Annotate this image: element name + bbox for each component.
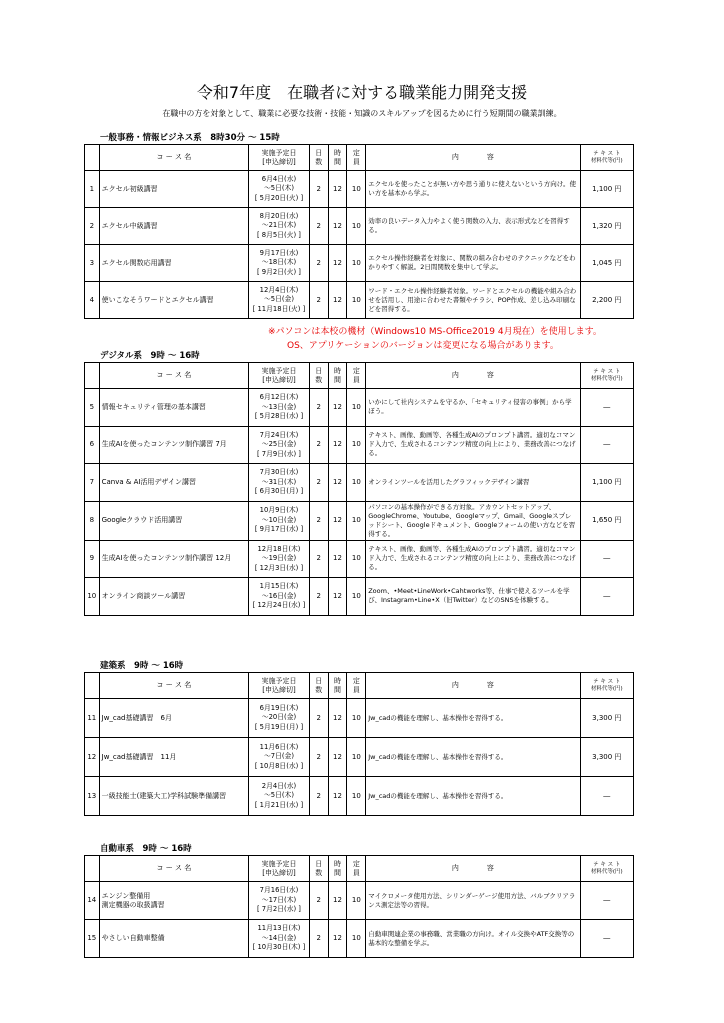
header-capacity: 定員 <box>347 145 366 171</box>
header-course: コ ー ス 名 <box>99 145 249 171</box>
course-name: Googleクラウド活用講習 <box>99 501 249 540</box>
course-number: 12 <box>85 738 100 777</box>
header-schedule-line2: [申込締切] <box>262 685 296 694</box>
header-text-fee <box>580 856 633 882</box>
course-dates: 6月12日(木) ～13日(金) [ 5月28日(水) ] <box>249 389 310 427</box>
course-capacity: 10 <box>347 208 366 245</box>
section-heading-digital: デジタル系 9時 ～ 16時 <box>100 351 200 361</box>
table-row <box>85 699 634 738</box>
header-text-line1: テ キ ス ト <box>593 678 621 685</box>
course-number: 8 <box>85 501 100 540</box>
course-hours: 12 <box>328 208 347 245</box>
course-content: マイクロメータ使用方法、シリンダーゲージ使用方法、バルブクリアランス測定法等の習得。 <box>366 882 580 920</box>
header-course: コ ー ス 名 <box>99 363 249 389</box>
course-number: 2 <box>85 208 100 245</box>
header-days: 日数 <box>309 145 328 171</box>
table-row <box>85 501 634 540</box>
course-number: 7 <box>85 464 100 502</box>
header-hours: 時間 <box>328 856 347 882</box>
header-days: 日数 <box>309 673 328 699</box>
course-name: やさしい自動車整備 <box>99 920 249 958</box>
course-text-fee: 1,650 円 <box>580 501 633 540</box>
course-capacity: 10 <box>347 540 366 578</box>
course-dates: 11月6日(木) ～7日(金) [ 10月8日(水) ] <box>249 738 310 777</box>
course-capacity: 10 <box>347 464 366 502</box>
course-dates: 7月24日(木) ～25日(金) [ 7月9日(水) ] <box>249 426 310 464</box>
course-dates: 7月16日(水) ～17日(木) [ 7月2日(水) ] <box>249 882 310 920</box>
course-table-office <box>84 144 634 319</box>
course-hours: 12 <box>328 464 347 502</box>
course-content: エクセル操作経験者を対象に、関数の組み合わせのテクニックなどをわかりやすく解説。2日間関数を集中して学ぶ。 <box>366 245 580 282</box>
course-days: 2 <box>309 920 328 958</box>
course-content: テキスト、画像、動画等、各種生成AIのプロンプト講習。適切なコマンド入力で、生成されるコンテンツ精度の向上により、業務改善につなげる。 <box>366 426 580 464</box>
course-dates: 11月13日(木) ～14日(金) [ 10月30日(木) ] <box>249 920 310 958</box>
table-row <box>85 426 634 464</box>
header-hours: 時間 <box>328 363 347 389</box>
course-hours: 12 <box>328 777 347 816</box>
course-capacity: 10 <box>347 245 366 282</box>
course-number: 6 <box>85 426 100 464</box>
course-dates: 6月19日(木) ～20日(金) [ 5月19日(月) ] <box>249 699 310 738</box>
course-capacity: 10 <box>347 501 366 540</box>
course-content: Zoom、•Meet•LineWork•Cahtworks等、仕事で使えるツールを学び、Instagram•Line•X（旧Twitter）などのSNSを体験する。 <box>366 578 580 616</box>
notice-line-2: OS、アプリケーションのバージョンは変更になる場合があります。 <box>287 341 559 351</box>
course-hours: 12 <box>328 882 347 920</box>
course-text-fee: ― <box>580 426 633 464</box>
course-text-fee: 1,045 円 <box>580 245 633 282</box>
course-days: 2 <box>309 464 328 502</box>
course-name: Jw_cad基礎講習 6月 <box>99 699 249 738</box>
course-text-fee: 1,100 円 <box>580 464 633 502</box>
course-name: Canva & AI活用デザイン講習 <box>99 464 249 502</box>
header-text-line2: 材料代等(円) <box>590 868 623 875</box>
course-days: 2 <box>309 245 328 282</box>
header-text-fee <box>580 145 633 171</box>
course-hours: 12 <box>328 578 347 616</box>
course-dates: 2月4日(水) ～5日(木) [ 1月21日(水) ] <box>249 777 310 816</box>
header-schedule <box>249 856 310 882</box>
course-text-fee: ― <box>580 578 633 616</box>
header-schedule-line2: [申込締切] <box>262 157 296 166</box>
course-days: 2 <box>309 426 328 464</box>
course-text-fee: 1,320 円 <box>580 208 633 245</box>
course-text-fee: ― <box>580 920 633 958</box>
section-heading-office: 一般事務・情報ビジネス系 8時30分 ～ 15時 <box>100 133 280 143</box>
course-content: テキスト、画像、動画等、各種生成AIのプロンプト講習。適切なコマンド入力で、生成されるコンテンツ精度の向上により、業務改善につなげる。 <box>366 540 580 578</box>
course-number: 3 <box>85 245 100 282</box>
notice-line-1: ※パソコンは本校の機材（Windows10 MS-Office2019 4月現在）を使用します。 <box>268 327 602 337</box>
table-row <box>85 389 634 427</box>
course-content: いかにして社内システムを守るか、「セキュリティ侵害の事例」から学ぼう。 <box>366 389 580 427</box>
course-text-fee: ― <box>580 389 633 427</box>
course-capacity: 10 <box>347 777 366 816</box>
table-row <box>85 464 634 502</box>
course-table-digital <box>84 362 634 616</box>
table-row <box>85 540 634 578</box>
header-no <box>85 856 100 882</box>
course-text-fee: ― <box>580 777 633 816</box>
course-content: エクセルを使ったことが無い方や思う通りに使えないという方向け。使い方を基本から学ぶ。 <box>366 171 580 208</box>
header-course: コ ー ス 名 <box>99 856 249 882</box>
course-hours: 12 <box>328 738 347 777</box>
table-header-row <box>85 363 634 389</box>
section-heading-architecture: 建築系 9時 ～ 16時 <box>100 661 184 671</box>
course-days: 2 <box>309 777 328 816</box>
course-table-architecture <box>84 672 634 816</box>
header-text-fee <box>580 363 633 389</box>
header-days: 日数 <box>309 856 328 882</box>
header-text-line2: 材料代等(円) <box>590 157 623 164</box>
course-content: ワード・エクセル操作経験者対象。ワードとエクセルの機能や組み合わせを活用し、用途に合わせた書類やチラシ、POP作成、差し込み印刷などを習得する。 <box>366 282 580 319</box>
course-dates: 10月9日(木) ～10日(金) [ 9月17日(水) ] <box>249 501 310 540</box>
page-subtitle: 在職中の方を対象として、職業に必要な技術・技能・知識のスキルアップを図るために行う短期間の職業訓練。 <box>162 109 562 118</box>
header-capacity: 定員 <box>347 363 366 389</box>
course-text-fee: 3,300 円 <box>580 738 633 777</box>
course-days: 2 <box>309 171 328 208</box>
course-hours: 12 <box>328 282 347 319</box>
course-number: 13 <box>85 777 100 816</box>
course-days: 2 <box>309 389 328 427</box>
course-hours: 12 <box>328 171 347 208</box>
course-capacity: 10 <box>347 282 366 319</box>
course-number: 14 <box>85 882 100 920</box>
course-content: パソコンの基本操作ができる方対象。アカウントセットアップ、GoogleChrome、Youtube、Googleマップ、Gmail、Googleスプレッドシート、Googleドキュメント、Googleフォームの使い方などを習得する。 <box>366 501 580 540</box>
course-name: エクセル初級講習 <box>99 171 249 208</box>
course-capacity: 10 <box>347 578 366 616</box>
course-hours: 12 <box>328 245 347 282</box>
course-days: 2 <box>309 540 328 578</box>
course-number: 10 <box>85 578 100 616</box>
course-number: 11 <box>85 699 100 738</box>
header-schedule <box>249 145 310 171</box>
header-text-fee <box>580 673 633 699</box>
course-dates: 12月18日(木) ～19日(金) [ 12月3日(水) ] <box>249 540 310 578</box>
course-name: 使いこなそうワードとエクセル講習 <box>99 282 249 319</box>
course-hours: 12 <box>328 389 347 427</box>
table-row <box>85 171 634 208</box>
header-schedule-line1: 実施予定日 <box>261 859 297 868</box>
header-course: コ ー ス 名 <box>99 673 249 699</box>
course-hours: 12 <box>328 920 347 958</box>
pc-notice <box>268 325 602 353</box>
header-schedule-line1: 実施予定日 <box>261 676 297 685</box>
table-row <box>85 245 634 282</box>
table-row <box>85 208 634 245</box>
course-name: Jw_cad基礎講習 11月 <box>99 738 249 777</box>
course-hours: 12 <box>328 501 347 540</box>
header-schedule <box>249 363 310 389</box>
course-days: 2 <box>309 282 328 319</box>
course-dates: 7月30日(水) ～31日(木) [ 6月30日(月) ] <box>249 464 310 502</box>
course-hours: 12 <box>328 426 347 464</box>
course-content: Jw_cadの機能を理解し、基本操作を習得する。 <box>366 699 580 738</box>
header-schedule-line2: [申込締切] <box>262 375 296 384</box>
course-name: エンジン整備用 測定機器の取扱講習 <box>99 882 249 920</box>
course-table-automotive <box>84 855 634 958</box>
header-schedule-line1: 実施予定日 <box>261 148 297 157</box>
course-name: 一級技能士(建築大工)学科試験準備講習 <box>99 777 249 816</box>
course-hours: 12 <box>328 699 347 738</box>
course-hours: 12 <box>328 540 347 578</box>
course-name: エクセル中級講習 <box>99 208 249 245</box>
course-capacity: 10 <box>347 699 366 738</box>
header-content: 内 容 <box>366 673 580 699</box>
table-row <box>85 920 634 958</box>
course-dates: 8月20日(水) ～21日(木) [ 8月5日(火) ] <box>249 208 310 245</box>
course-content: Jw_cadの機能を理解し、基本操作を習得する。 <box>366 738 580 777</box>
course-days: 2 <box>309 699 328 738</box>
course-text-fee: ― <box>580 540 633 578</box>
course-number: 5 <box>85 389 100 427</box>
course-number: 4 <box>85 282 100 319</box>
course-dates: 9月17日(水) ～18日(木) [ 9月2日(火) ] <box>249 245 310 282</box>
course-days: 2 <box>309 501 328 540</box>
header-text-line2: 材料代等(円) <box>590 685 623 692</box>
course-number: 9 <box>85 540 100 578</box>
table-row <box>85 578 634 616</box>
table-header-row <box>85 856 634 882</box>
course-number: 15 <box>85 920 100 958</box>
header-hours: 時間 <box>328 145 347 171</box>
course-text-fee: ― <box>580 882 633 920</box>
header-content: 内 容 <box>366 363 580 389</box>
header-text-line1: テ キ ス ト <box>593 150 621 157</box>
header-schedule-line1: 実施予定日 <box>261 366 297 375</box>
course-days: 2 <box>309 738 328 777</box>
header-no <box>85 673 100 699</box>
course-capacity: 10 <box>347 882 366 920</box>
course-name: 生成AIを使ったコンテンツ制作講習 7月 <box>99 426 249 464</box>
course-capacity: 10 <box>347 171 366 208</box>
course-text-fee: 3,300 円 <box>580 699 633 738</box>
course-text-fee: 2,200 円 <box>580 282 633 319</box>
header-schedule <box>249 673 310 699</box>
course-capacity: 10 <box>347 426 366 464</box>
header-content: 内 容 <box>366 856 580 882</box>
header-content: 内 容 <box>366 145 580 171</box>
header-text-line2: 材料代等(円) <box>590 375 623 382</box>
header-text-line1: テ キ ス ト <box>593 861 621 868</box>
course-days: 2 <box>309 578 328 616</box>
course-capacity: 10 <box>347 920 366 958</box>
header-schedule-line2: [申込締切] <box>262 868 296 877</box>
course-capacity: 10 <box>347 389 366 427</box>
course-number: 1 <box>85 171 100 208</box>
header-capacity: 定員 <box>347 856 366 882</box>
header-no <box>85 145 100 171</box>
table-row <box>85 282 634 319</box>
table-header-row <box>85 145 634 171</box>
course-dates: 12月4日(木) ～5日(金) [ 11月18日(火) ] <box>249 282 310 319</box>
course-content: オンラインツールを活用したグラフィックデザイン講習 <box>366 464 580 502</box>
table-header-row <box>85 673 634 699</box>
course-name: エクセル関数応用講習 <box>99 245 249 282</box>
header-hours: 時間 <box>328 673 347 699</box>
header-no <box>85 363 100 389</box>
page-title: 令和7年度 在職者に対する職業能力開発支援 <box>196 83 528 102</box>
header-capacity: 定員 <box>347 673 366 699</box>
course-days: 2 <box>309 208 328 245</box>
course-name: 生成AIを使ったコンテンツ制作講習 12月 <box>99 540 249 578</box>
header-text-line1: テ キ ス ト <box>593 368 621 375</box>
course-dates: 6月4日(水) ～5日(木) [ 5月20日(火) ] <box>249 171 310 208</box>
table-row <box>85 777 634 816</box>
table-row <box>85 882 634 920</box>
course-days: 2 <box>309 882 328 920</box>
course-name: オンライン商談ツール講習 <box>99 578 249 616</box>
section-heading-automotive: 自動車系 9時 ～ 16時 <box>100 844 192 854</box>
course-dates: 1月15日(木) ～16日(金) [ 12月24日(水) ] <box>249 578 310 616</box>
course-content: Jw_cadの機能を理解し、基本操作を習得する。 <box>366 777 580 816</box>
course-capacity: 10 <box>347 738 366 777</box>
course-content: 自動車関連企業の事務職、営業職の方向け。オイル交換やATF交換等の基本的な整備を学ぶ。 <box>366 920 580 958</box>
table-row <box>85 738 634 777</box>
course-content: 効率の良いデータ入力やよく使う関数の入力、表示形式などを習得する。 <box>366 208 580 245</box>
course-text-fee: 1,100 円 <box>580 171 633 208</box>
header-days: 日数 <box>309 363 328 389</box>
course-name: 情報セキュリティ管理の基本講習 <box>99 389 249 427</box>
